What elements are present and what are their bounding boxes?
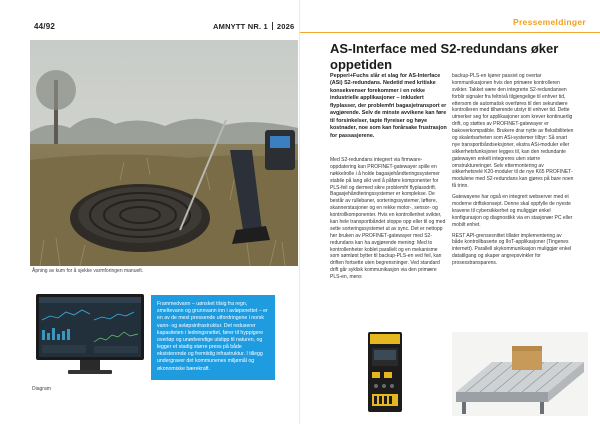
diagram-label: Diagram (32, 386, 51, 392)
conveyor-image (452, 332, 588, 416)
info-box: Frammedvann – uønsket tilsig fra regn, smeltevann og grunnvann inn i avløpsnettet – er en av de mest pressende utfordringene i norsk vann- og avløpsinfrastruktur. Det reduserer kapasiteten i ledningsnettet, fører til hyppigere overløp og unødvendige utslipp til naturen, og legger et stadig større press på både eksisterende og fremtidig infrastruktur. I tillegg undergraver det kommunenes miljømål og økonomiske bærekraft. (151, 295, 275, 380)
conveyor-illustration (452, 332, 588, 416)
article-column-2 (452, 73, 574, 271)
section-header (300, 17, 600, 33)
magazine-name: AMNYTT NR. 1 (213, 22, 268, 31)
column-2-paragraph: backup-PLS-en kjører passivt og overtar kommunikasjonen hvis den primære kontrolleren svikter. Takket være den integrerte S2-redundansen forblir signaler fra feltnivå tilgjengelige til enhver tid, ettersom de automatisk overføres til den sekundære kontrolleren med tilhørende utstyr til enhver tid. Dette utmerker seg for applikasjoner som krever kontinuerlig drift, og støttes av PROFINET-gatewayer er bakoverkompatible. Brukere drar nytte av fleksibiliteten og skalerbarheten som ASi-systemer tilbyr: Så snart nye transportbåndseksjoner, ekstra ASi-moduler eller sikkerhetsfunksjoner legges til, kan den redundante gatewayen enkelt integreres uten større omstruktureringer. Selv ettermontering av sikkerhetsrelé K20-moduler til de nye K65 PROFINET-modulene med S2-redundans kan gjøres på bare noen få trinn. (452, 73, 574, 190)
right-page (300, 0, 600, 424)
page-number: 44/92 (34, 22, 56, 31)
photo-caption: Åpning av kum for å sjekke varmforingen manuelt. (32, 268, 144, 274)
monitor-illustration (34, 290, 146, 382)
title-separator (272, 22, 273, 30)
column-1-paragraph: Med S2-redundans integrert via firmware-oppdatering kan PROFINET-gatewayer spille en nøkkelrolle i å holde bagasjehåndteringssystemer stabile på lang sikt ved å påføre komponenter for PLS-feil og dermed sikre problemfri flyplassdrift. Bagasjehåndteringssystemer er komplekse. De består av rullebaner, sorteringssystemer, løftere, skannerstasjoner og en rekke motor-, sensor- og kontrollkomponenter. Hvis en kontrollenhet svikter, kan hele transportbåndet stoppe opp eller til og med sette sorteringssystemet ut av sync. Det er nettopp her bruken av PROFINET-gatewayer med S2-redundans kan ha avgjørende mening: Med to kontrollenheter koblet parallelt og en mekanisme som sømløst bytter til backup-PLS-en ved feil, kan driften fortsette uten begrensninger. Ved standard drift går syklisk kommunikasjon via den primære PLS-en, mens (330, 157, 446, 281)
monitor-diagram (34, 290, 146, 382)
column-2-paragraph: REST API-grensesnittet tillater implementering av både kontrollbaserte og IIoT-applikasjoner (Tingenes internett). Parallell skykommunikasjon muliggjør enkel datatilgang og skaper angrepsvinkler for prosesstransparens. (452, 232, 572, 267)
section-label: Pressemeldinger (512, 17, 586, 27)
article-headline: AS-Interface med S2-redundans øker oppetiden (330, 41, 559, 72)
gateway-device-image (360, 326, 410, 416)
manhole-photo (30, 40, 298, 266)
article-lead: Pepperl+Fuchs slår et slag for AS-Interface (ASi) S2-redundans. Nedetid med kritiske konsekvenser forekommer i en rekke industrielle applikasjoner – inkludert flyplasser, der problemfri bagasjetransport er avgjørende. Selv de minste avvikene kan føre til forsinkelser, tapte flyreiser og høye kostnader, noe som kan forårsake frustrasjon for passasjerene. (330, 73, 447, 139)
gateway-device-illustration (360, 326, 410, 416)
article-column-1 (330, 157, 448, 285)
magazine-year: 2026 (276, 22, 295, 31)
section-rule (300, 32, 600, 33)
column-2-paragraph: Gatewayene har også en integrert webserver med et moderne driftskonsept. Denne skal oppfylle de nyeste kravene til cybersikkerhet og muliggjør enkel konfigurasjon og diagnostikk via en stasjonær PC eller mobilt enhet. (452, 194, 573, 228)
magazine-title (213, 22, 294, 31)
manhole-photo-illustration (30, 40, 298, 266)
